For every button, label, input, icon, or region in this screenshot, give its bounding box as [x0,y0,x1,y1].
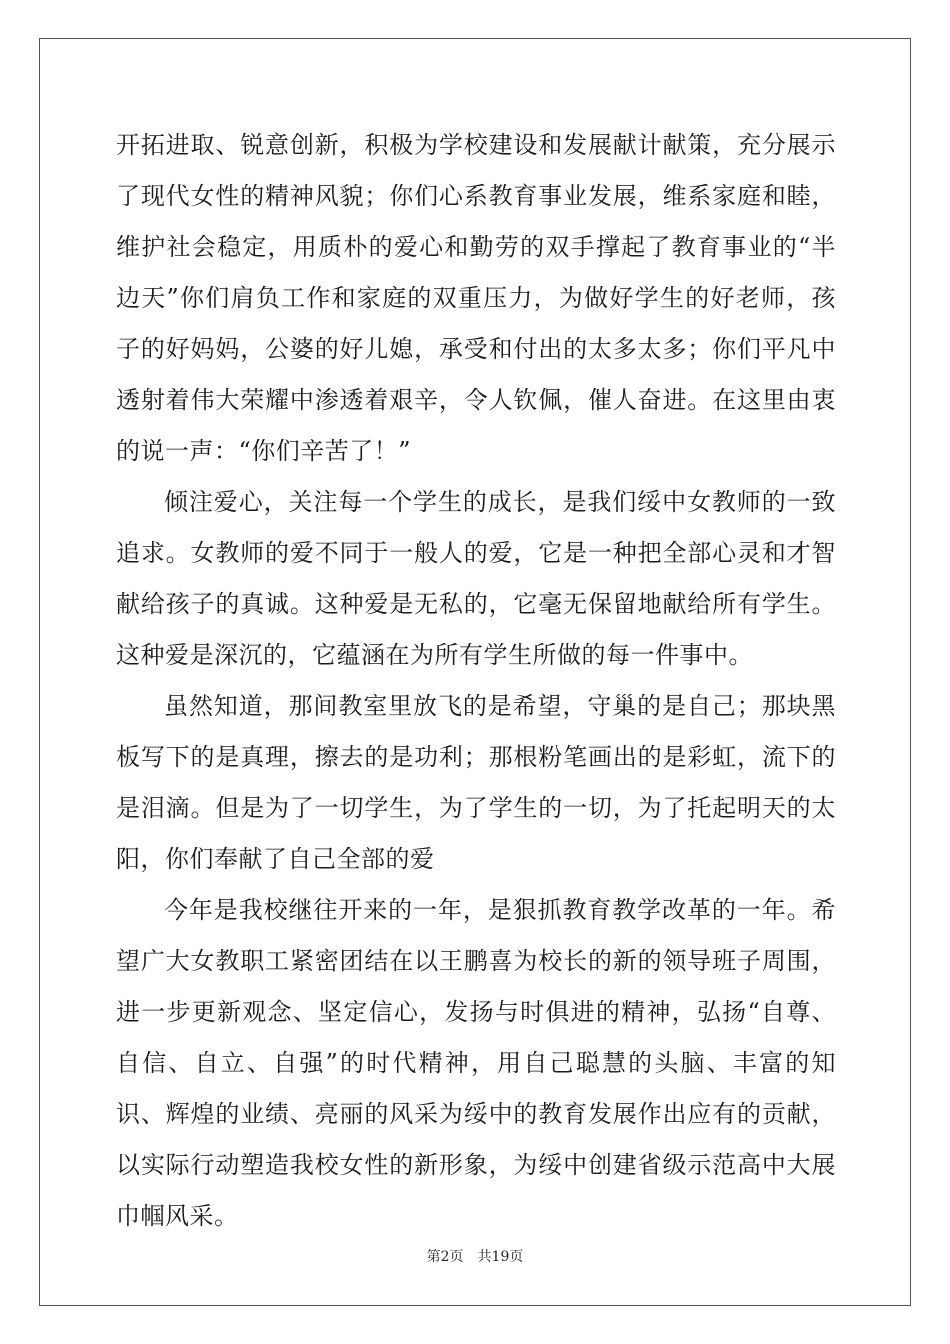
paragraph-2: 倾注爱心，关注每一个学生的成长，是我们绥中女教师的一致追求。女教师的爱不同于一般人的爱，它是一种把全部心灵和才智献给孩子的真诚。这种爱是无私的，它毫无保留地献给所有学生。这种爱是深沉的，它蕴涵在为所有学生所做的每一件事中。 [116,488,836,669]
page-footer: 第2页 共19页 [426,1249,524,1265]
paragraph-1: 开拓进取、锐意创新，积极为学校建设和发展献计献策，充分展示了现代女性的精神风貌；你们心系教育事业发展，维系家庭和睦，维护社会稳定，用质朴的爱心和勤劳的双手撑起了教育事业的“半边天”你们肩负工作和家庭的双重压力，为做好学生的好老师，孩子的好妈妈，公婆的好儿媳，承受和付出的太多太多；你们平凡中透射着伟大荣耀中渗透着艰辛，令人钦佩，催人奋进。在这里由衷的说一声：“你们辛苦了！” [116,131,836,465]
paragraph-3: 虽然知道，那间教室里放飞的是希望，守巢的是自己；那块黑板写下的是真理，擦去的是功利；那根粉笔画出的是彩虹，流下的是泪滴。但是为了一切学生，为了学生的一切，为了托起明天的太阳，你们奉献了自己全部的爱 [116,692,836,873]
document-body [116,120,836,1242]
paragraph-4: 今年是我校继往开来的一年，是狠抓教育教学改革的一年。希望广大女教职工紧密团结在以王鹏喜为校长的新的领导班子周围，进一步更新观念、坚定信心，发扬与时俱进的精神，弘扬“自尊、自信、自立、自强”的时代精神，用自己聪慧的头脑、丰富的知识、辉煌的业绩、亮丽的风采为绥中的教育发展作出应有的贡献，以实际行动塑造我校女性的新形象，为绥中创建省级示范高中大展巾帼风采。 [116,896,836,1230]
